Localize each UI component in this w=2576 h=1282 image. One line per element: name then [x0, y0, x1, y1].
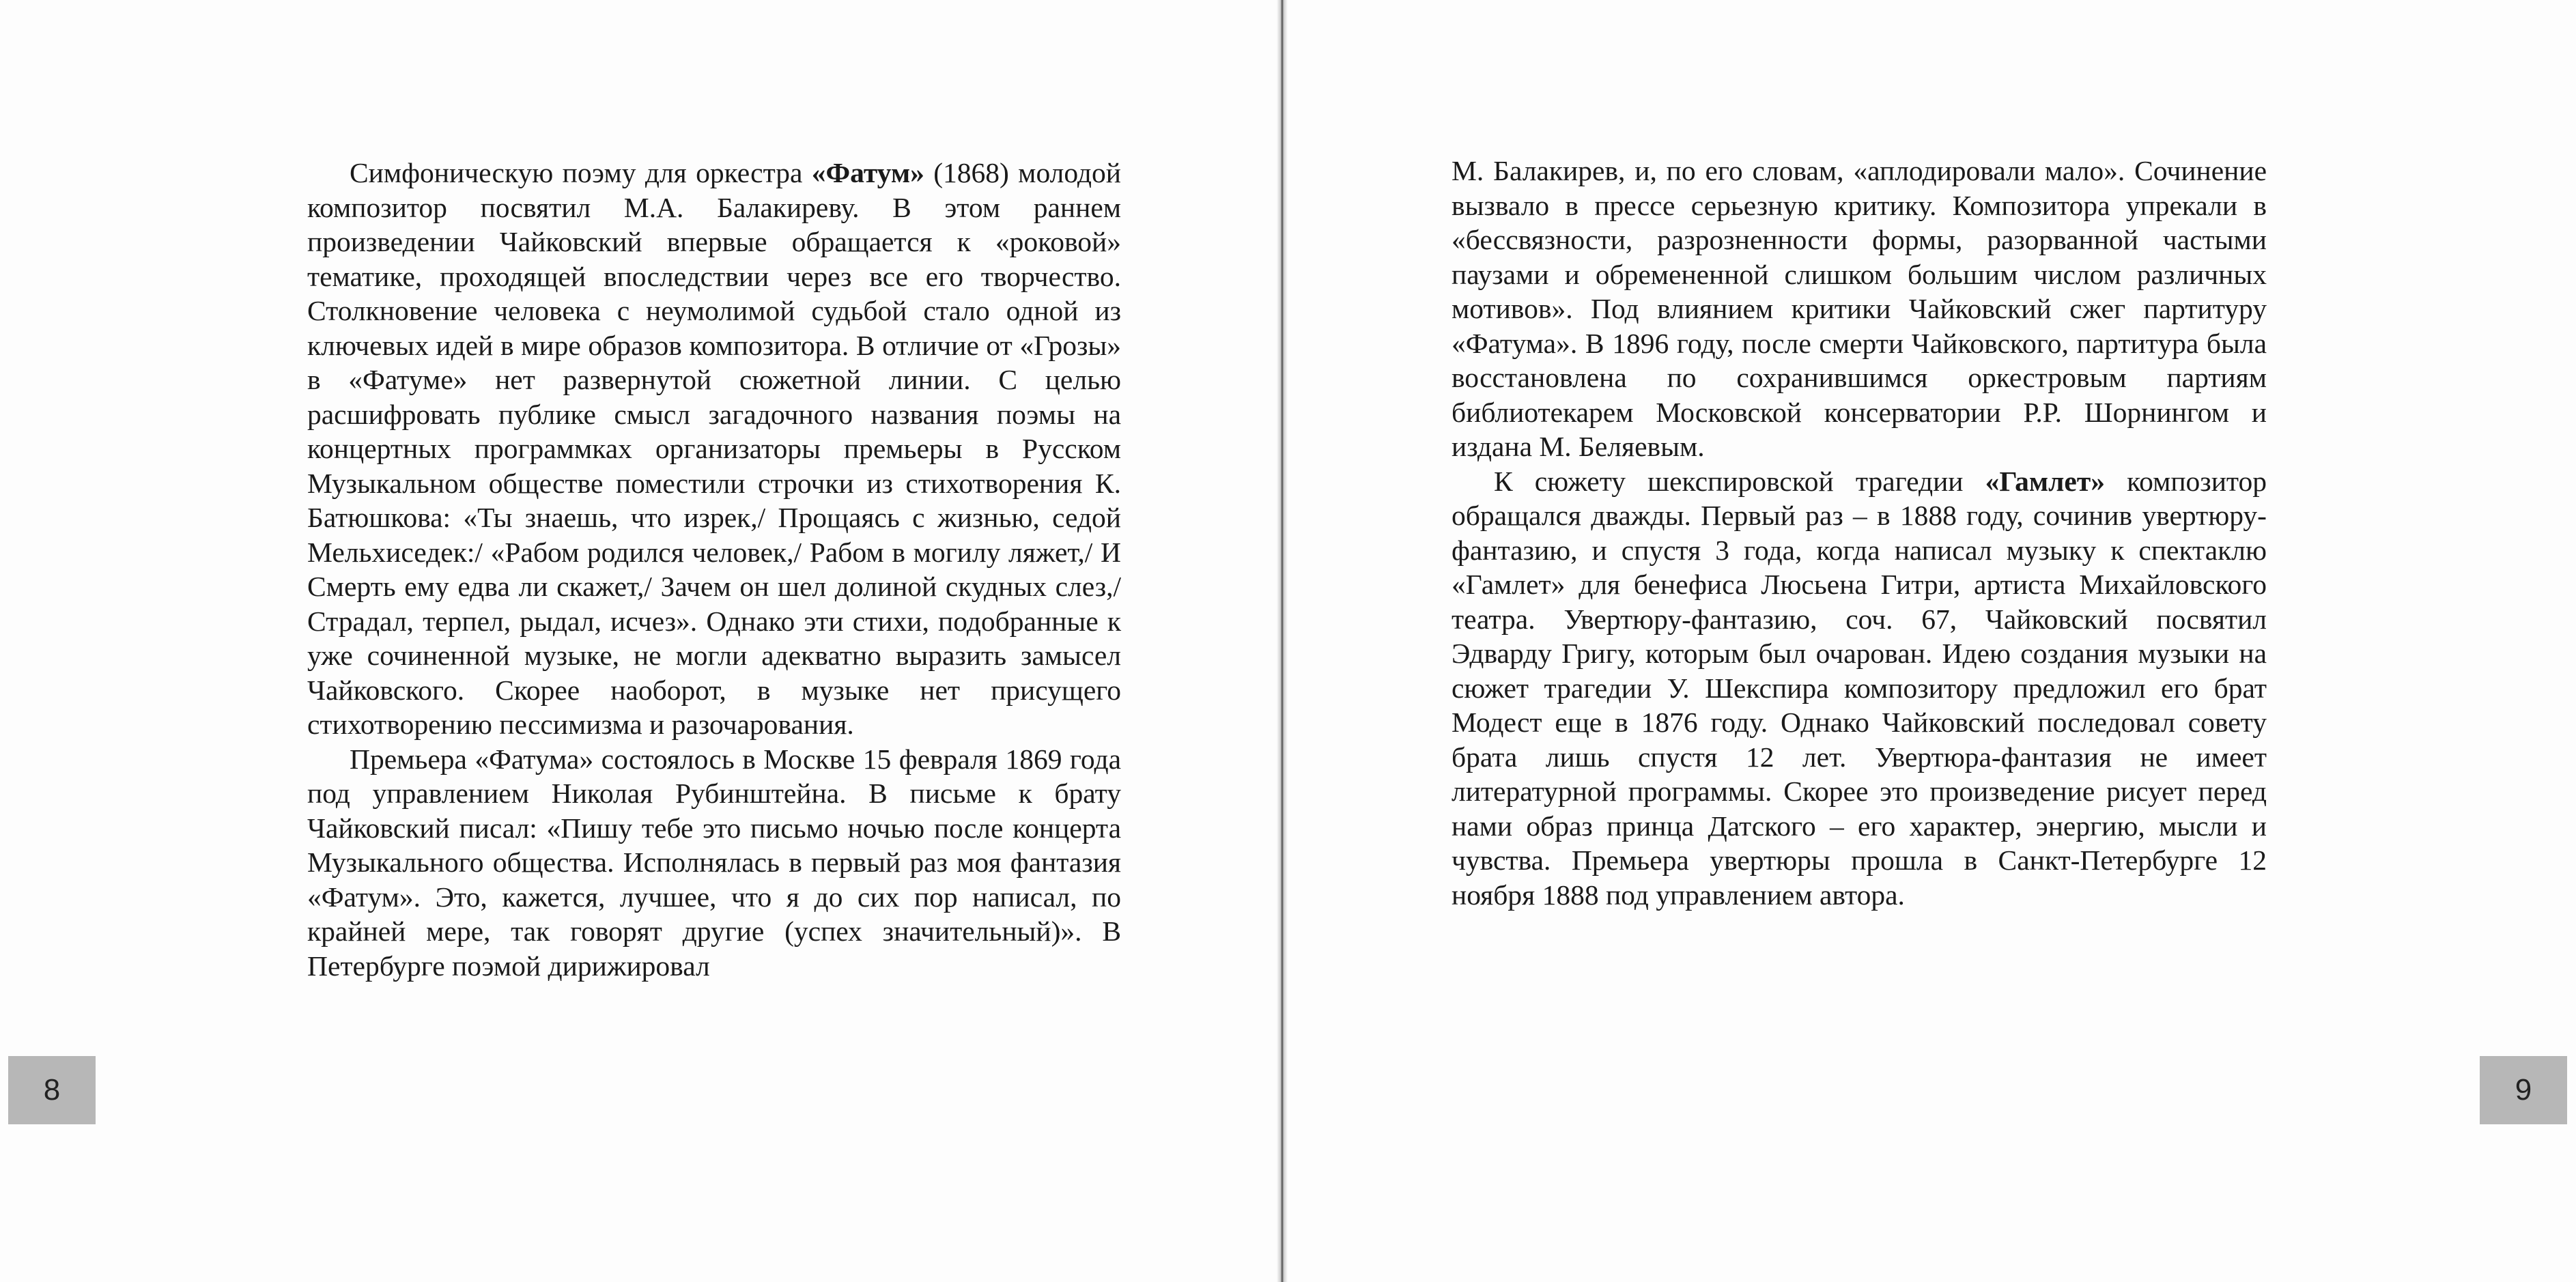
paragraph-fatum-intro	[307, 156, 1121, 742]
page-number-badge	[2480, 1056, 2567, 1124]
page-number-badge	[8, 1056, 96, 1124]
book-spine	[1277, 0, 1288, 1282]
paragraph-hamlet	[1452, 464, 2267, 913]
paragraph-fatum-premiere: Премьера «Фатума» состоялось в Москве 15 февраля 1869 года под управлением Николая Рубинштейна. В письме к брату Чайковский писал: «Пишу тебе это письмо ночью после концерта Музыкального общества. Исполнялась в первый раз моя фантазия «Фатум». Это, кажется, лучшее, что я до сих пор написал, по крайней мере, так говорят другие (успех значительный)». В Петербурге поэмой дирижировал	[307, 743, 1121, 982]
right-page-text	[1452, 154, 2267, 912]
fatum-intro-after: (1868) молодой композитор посвятил М.А. Балакиреву. В этом раннем произведении Чайковский впервые обращается к «роковой» тематике, проходящей впоследствии через все его творчество. Столкновение человека с неумолимой судьбой стало одной из ключевых идей в мире образов композитора. В отличие от «Грозы» в «Фатуме» нет развернутой сюжетной линии. С целью расшифровать публике смысл загадочного названия поэмы на концертных программках организаторы премьеры в Русском Музыкальном обществе поместили строчки из стихотворения К. Батюшкова: «Ты знаешь, что изрек,/ Прощаясь с жизнью, седой Мельхиседек:/ «Рабом родился человек,/ Рабом в могилу ляжет,/ И Смерть ему едва ли скажет,/ Зачем он шел долиной скудных слез,/ Страдал, терпел, рыдал, исчез». Однако эти стихи, подобранные к уже сочиненной музыке, не могли адекватно выразить замысел Чайковского. Скорее наоборот, в музыке нет присущего стихотворению пессимизма и разочарования.	[307, 157, 1121, 740]
hamlet-title-bold: «Гамлет»	[1985, 465, 2105, 497]
page-number-left: 8	[43, 1073, 61, 1107]
page-number-right: 9	[2515, 1073, 2532, 1107]
hamlet-before: К сюжету шекспировской трагедии	[1494, 465, 1985, 497]
left-page-text	[307, 156, 1121, 983]
paragraph-fatum-critique: М. Балакирев, и, по его словам, «аплодировали мало». Сочинение вызвало в прессе серьезную критику. Композитора упрекали в «бессвязности, разрозненности формы, разорванной частыми паузами и обремененной слишком большим числом различных мотивов». Под влиянием критики Чайковский сжег партитуру «Фатума». В 1896 году, после смерти Чайковского, партитура была восстановлена по сохранившимся оркестровым партиям библиотекарем Московской консерватории Р.Р. Шорнингом и издана М. Беляевым.	[1452, 155, 2267, 462]
fatum-intro-before: Симфоническую поэму для оркестра	[350, 157, 812, 188]
fatum-title-bold: «Фатум»	[811, 157, 924, 188]
left-page	[0, 0, 1285, 1282]
hamlet-after: композитор обращался дважды. Первый раз – в 1888 году, сочинив увертюру-фантазию, и спустя 3 года, когда написал музыку к спектаклю «Гамлет» для бенефиса Люсьена Гитри, артиста Михайловского театра. Увертюру-фантазию, соч. 67, Чайковский посвятил Эдварду Григу, которым был очарован. Идею создания музыки на сюжет трагедии У. Шекспира композитору предложил его брат Модест еще в 1876 году. Однако Чайковский последовал совету брата лишь спустя 12 лет. Увертюра-фантазия не имеет литературной программы. Скорее это произведение рисует перед нами образ принца Датского – его характер, энергию, мысли и чувства. Премьера увертюры прошла в Санкт-Петербурге 12 ноября 1888 под управлением автора.	[1452, 465, 2267, 911]
